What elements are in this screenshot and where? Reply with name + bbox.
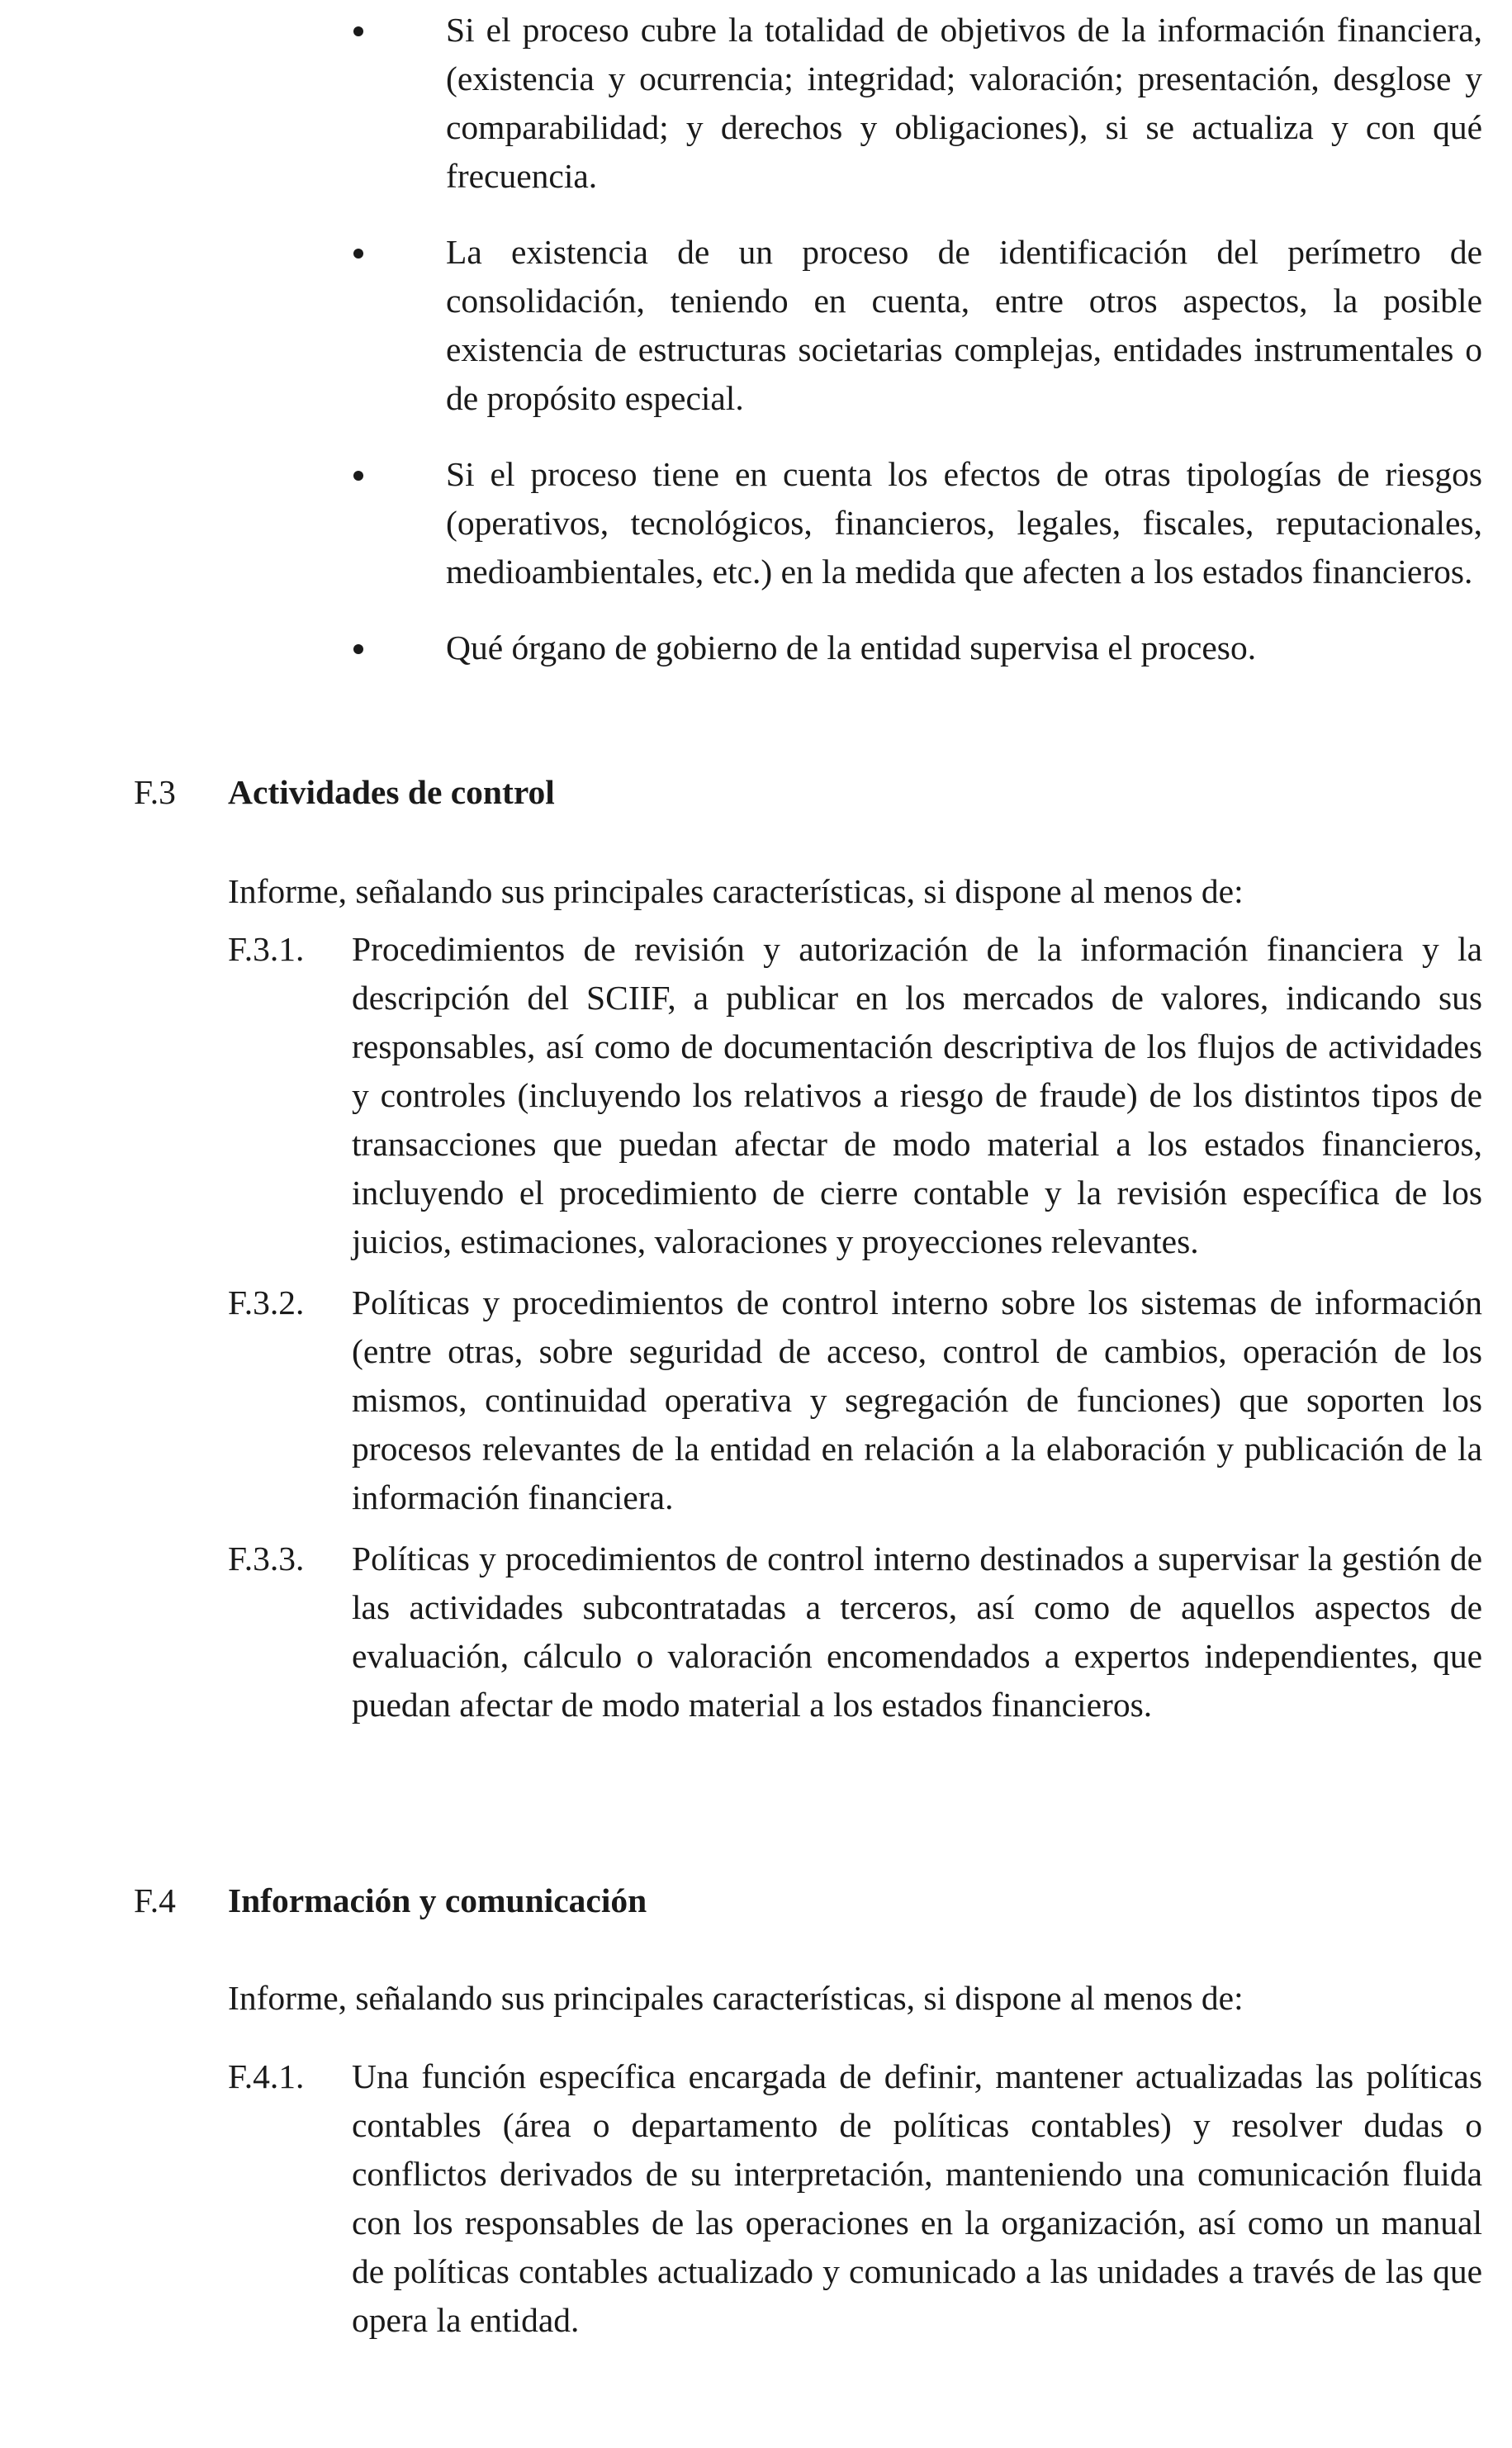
subsection-item	[228, 925, 1482, 1266]
section-intro: Informe, señalando sus principales características, si dispone al menos de:	[228, 1979, 1244, 2017]
bullet-icon	[353, 471, 363, 481]
subsection-number: F.3.3.	[228, 1539, 305, 1577]
subsection-list-f3	[228, 925, 1482, 1742]
bullet-icon	[353, 26, 363, 36]
subsection-text: Una función específica encargada de definir, mantener actualizadas las políticas contables (área o departamento de políticas contables) y resolver dudas o conflictos derivados de su interpretación, manteniendo una comunicación fluida con los responsables de las operaciones en la organización, así como un manual de políticas contables actualizado y comunicado a las unidades a través de las que opera la entidad.	[352, 2057, 1482, 2339]
subsection-item	[228, 2052, 1482, 2345]
subsection-number: F.4.1.	[228, 2057, 305, 2095]
bullet-item	[347, 450, 1482, 596]
subsection-text: Políticas y procedimientos de control interno destinados a supervisar la gestión de las actividades subcontratadas a terceros, así como de aquellos aspectos de evaluación, cálculo o valoración encomendados a expertos independientes, que puedan afectar de modo material a los estados financieros.	[352, 1539, 1482, 1724]
section-intro: Informe, señalando sus principales características, si dispone al menos de:	[228, 872, 1244, 910]
subsection-list-f4	[228, 2052, 1482, 2357]
bullet-item	[347, 228, 1482, 423]
subsection-item	[228, 1535, 1482, 1729]
subsection-number: F.3.2.	[228, 1283, 305, 1321]
bullet-list	[347, 6, 1482, 700]
subsection-text: Procedimientos de revisión y autorización de la información financiera y la descripción del SCIIF, a publicar en los mercados de valores, indicando sus responsables, así como de documentación descriptiva de los flujos de actividades y controles (incluyendo los relativos a riesgo de fraude) de los distintos tipos de transacciones que puedan afectar de modo material a los estados financieros, incluyendo el procedimiento de cierre contable y la revisión específica de los juicios, estimaciones, valoraciones y proyecciones relevantes.	[352, 930, 1482, 1260]
section-number: F.3	[134, 773, 176, 811]
subsection-text: Políticas y procedimientos de control interno sobre los sistemas de información (entre otras, sobre seguridad de acceso, control de cambios, operación de los mismos, continuidad operativa y segregación de funciones) que soporten los procesos relevantes de la entidad en relación a la elaboración y publicación de la información financiera.	[352, 1283, 1482, 1516]
section-title: Información y comunicación	[228, 1881, 647, 1919]
section-title: Actividades de control	[228, 773, 555, 811]
bullet-item	[347, 6, 1482, 201]
bullet-text: La existencia de un proceso de identificación del perímetro de consolidación, teniendo en cuenta, entre otros aspectos, la posible existencia de estructuras societarias complejas, entidades instrumentales o de propósito especial.	[446, 233, 1482, 417]
subsection-number: F.3.1.	[228, 930, 305, 968]
bullet-icon	[353, 644, 363, 654]
bullet-icon	[353, 249, 363, 259]
subsection-item	[228, 1279, 1482, 1522]
section-number: F.4	[134, 1881, 176, 1919]
bullet-text: Si el proceso tiene en cuenta los efectos de otras tipologías de riesgos (operativos, tecnológicos, financieros, legales, fiscales, reputacionales, medioambientales, etc.) en la medida que afecten a los estados financieros.	[446, 455, 1482, 591]
bullet-text: Qué órgano de gobierno de la entidad supervisa el proceso.	[446, 629, 1257, 667]
bullet-item	[347, 624, 1482, 672]
bullet-text: Si el proceso cubre la totalidad de objetivos de la información financiera, (existencia y ocurrencia; integridad; valoración; presentación, desglose y comparabilidad; y derechos y obligaciones), si se actualiza y con qué frecuencia.	[446, 11, 1482, 195]
